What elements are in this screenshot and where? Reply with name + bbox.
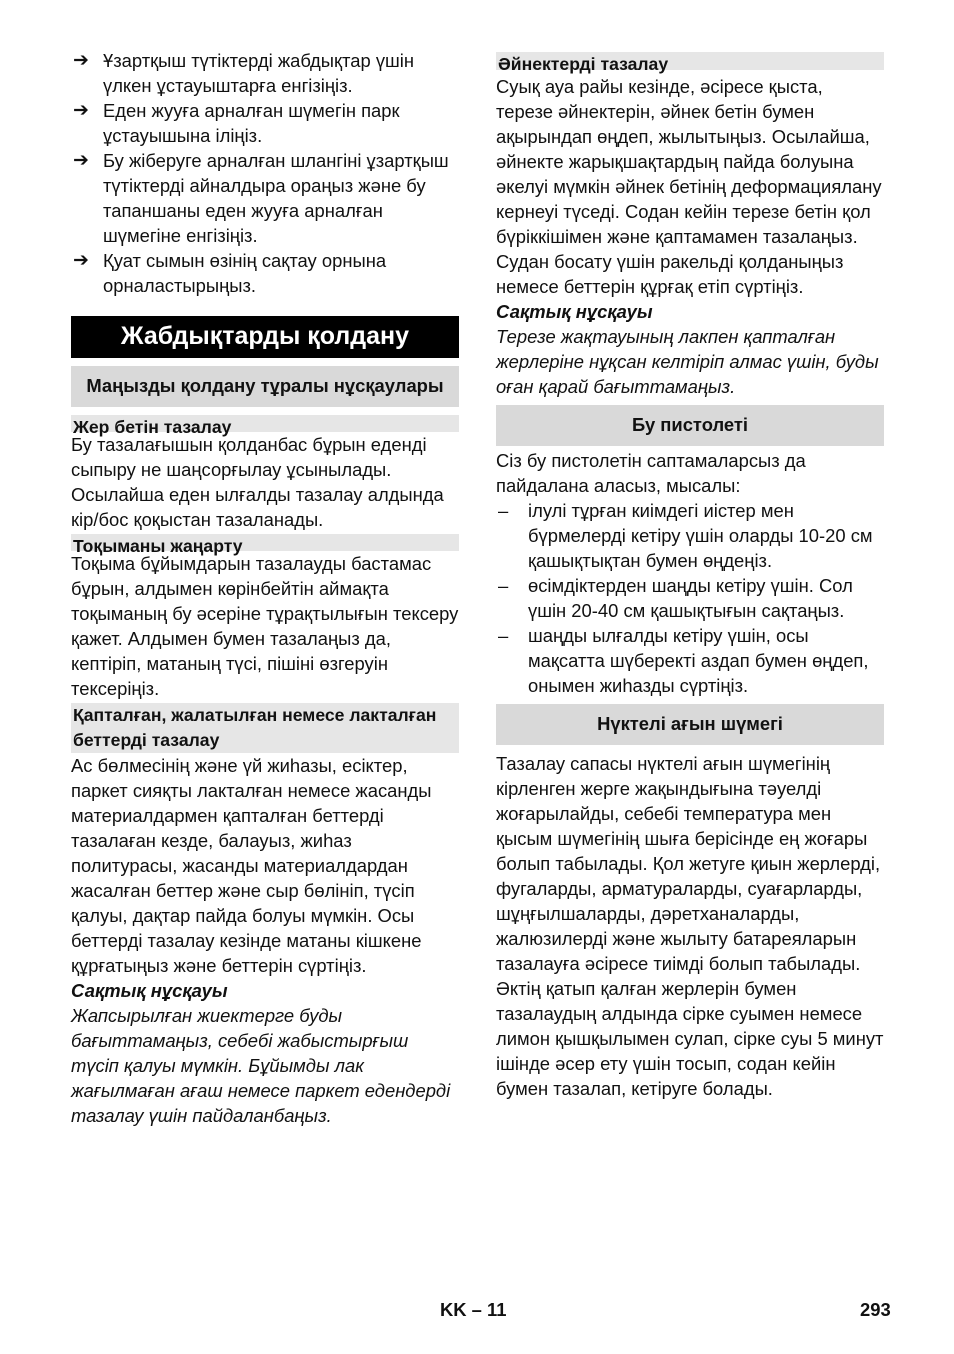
nozzle-text: Тазалау сапасы нүктелі ағын шүмегінің кірленген жерге жақындығына тәуелді жоғарылайды, себебі температура мен қысым шүмегінің шыға берісінде ең жоғары болып табылады. Қол жетуге қиын жерлерді, фугаларды, арматураларды, суағарларды, шұңғылшаларды, дәретханаларды, жалюзилерді және жылыту батареяларын тазалауға әсіресе тиімді болып табылады. Әктің қатып қалған жерлерін бумен тазалаудың алдында сірке суымен немесе лимон қышқылымен сулап, сірке суы 5 минут ішінде әсер ету үшін тосып, содан кейін бумен тазалап, кетіруге болады. <box>496 753 884 1099</box>
fabric-text: Тоқыма бұйымдарын тазалауды бастамас бұрын, алдымен көрінбейтін аймақта тоқыманың бу әсеріне тұрақтылығын тексеру қажет. Алдымен бумен тазалаңыз да, кептіріп, матаның түсі, пішіні өзгеруін тексеріңіз. <box>71 553 459 699</box>
dash-icon: – <box>498 500 509 521</box>
right-column <box>496 48 884 1101</box>
nozzle-heading: Нүктелі ағын шүмегі <box>496 704 884 745</box>
arrow-right-icon: ➔ <box>73 100 89 121</box>
list-item-text: шаңды ылғалды кетіру үшін, осы мақсатта шүберекті аздап бумен өңдеп, онымен жиһазды сүртіңіз. <box>528 625 869 696</box>
list-item-text: өсімдіктерден шаңды кетіру үшін. Сол үшін 20-40 см қашықтығын сақтаңыз. <box>528 575 853 621</box>
caution-title: Сақтық нұсқауы <box>71 980 228 1001</box>
glass-text: Суық ауа райы кезінде, әсіресе қыста, терезе әйнектерін, әйнек бетін бумен ақырындап өңдеп, жылытыңыз. Осылайша, әйнекте жарықшақтардың пайда болуына әкелуі мүмкін әйнек бетінің деформациялану кернеуі түседі. Содан кейін терезе бетін қол бүріккішімен және қаптамамен тазалаңыз. Судан босату үшін ракельді қолданыңыз немесе беттерін құрғақ етіп сүртіңіз. <box>496 76 882 297</box>
dash-icon: – <box>498 575 509 596</box>
list-item <box>496 623 884 698</box>
list-item-text: Ұзартқыш түтіктерді жабдықтар үшін үлкен ұстауыштарға енгізіңіз. <box>103 50 415 96</box>
list-item <box>71 248 459 298</box>
section-title: Жабдықтарды қолдану <box>71 316 459 358</box>
arrow-right-icon: ➔ <box>73 150 89 171</box>
left-column <box>71 48 459 1128</box>
pistol-heading: Бу пистолеті <box>496 405 884 446</box>
list-item-text: Еден жууға арналған шүмегін парк ұстауышына іліңіз. <box>103 100 400 146</box>
list-item-text: Бу жіберуге арналған шлангіні ұзартқыш түтіктерді айналдыра ораңыз және бу тапаншаны еден жууға арналған шүмегіне енгізіңіз. <box>103 150 449 246</box>
list-item <box>71 98 459 148</box>
coated-text: Ас бөлмесінің және үй жиһазы, есіктер, паркет сияқты лакталған немесе жасанды материалдармен қапталған беттерді тазалаған кезде, балауыз, жиһаз политурасы, жасанды материалдардан жасалған беттер және сыр бөлініп, түсіп қалуы, дақтар пайда болуы мүмкін. Осы беттерді тазалау кезінде матаны кішкене құрғатыңыз және беттерін сүртіңіз. <box>71 755 432 976</box>
caution-text: Терезе жақтауының лакпен қапталған жерлеріне нұқсан келтіріп алмас үшін, буды оған қарай бағыттамаңыз. <box>496 326 879 397</box>
footer-label: KK – 11 <box>440 1299 507 1320</box>
coated-heading: Қапталған, жалатылған немесе лакталған беттерді тазалау <box>71 703 459 753</box>
floor-heading: Жер бетін тазалау <box>71 415 459 432</box>
list-item <box>71 148 459 248</box>
list-item <box>71 48 459 98</box>
floor-text: Бу тазалағышын қолданбас бұрын еденді сыпыру не шаңсорғылау ұсынылады. Осылайша еден ылғалды тазалау алдында кір/бос қоқыстан тазаланады. <box>71 434 444 530</box>
list-item-text: ілулі тұрған киімдегі иістер мен бүрмелерді кетіру үшін оларды 10-20 см қашықтықтан бумен өңдеңіз. <box>528 500 873 571</box>
list-item-text: Қуат сымын өзінің сақтау орнына орналастырыңыз. <box>103 250 387 296</box>
arrow-right-icon: ➔ <box>73 250 89 271</box>
pistol-uses-list <box>496 498 884 698</box>
fabric-heading: Тоқыманы жаңарту <box>71 534 459 551</box>
pistol-intro: Сіз бу пистолетін саптамаларсыз да пайдалана аласыз, мысалы: <box>496 450 806 496</box>
caution-title: Сақтық нұсқауы <box>496 301 653 322</box>
glass-heading: Әйнектерді тазалау <box>496 52 884 70</box>
instruction-list <box>71 48 459 298</box>
list-item <box>496 573 884 623</box>
caution-text: Жапсырылған жиектерге буды бағыттамаңыз, себебі жабыстырғыш түсіп қалуы мүмкін. Бұйымды лак жағылмаған ағаш немесе паркет едендерді тазалау үшін пайдаланбаңыз. <box>71 1005 451 1126</box>
arrow-right-icon: ➔ <box>73 50 89 71</box>
dash-icon: – <box>498 625 509 646</box>
list-item <box>496 498 884 573</box>
subsection-title: Маңызды қолдану тұралы нұсқаулары <box>71 366 459 407</box>
page-number: 293 <box>860 1299 891 1320</box>
